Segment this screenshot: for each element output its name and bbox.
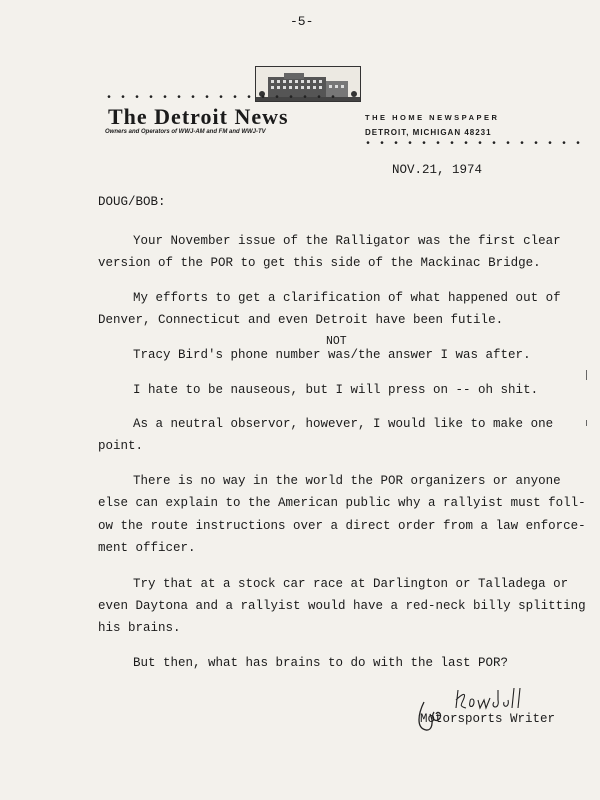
margin-mark — [586, 420, 587, 426]
letterhead-dots-left: • • • • • • • • • • • • • • • • • — [106, 93, 338, 104]
body-line: else can explain to the American public why a rallyist must foll- — [98, 496, 586, 510]
page-number: -5- — [290, 14, 314, 29]
tagline: THE HOME NEWSPAPER — [365, 113, 500, 122]
body-line: My efforts to get a clarification of what happened out of — [133, 291, 561, 305]
body-line: But then, what has brains to do with the last POR? — [133, 656, 509, 670]
body-line: Try that at a stock car race at Darlington or Talladega or — [133, 577, 569, 591]
body-line: I hate to be nauseous, but I will press on -- oh shit. — [133, 383, 539, 397]
body-line: Your November issue of the Ralligator was the first clear — [133, 234, 561, 248]
body-line: Tracy Bird's phone number was/the answer I was after. — [133, 348, 531, 362]
letter-date: NOV.21, 1974 — [392, 163, 483, 177]
letterhead-dots-right: • • • • • • • • • • • • • • • • — [365, 139, 583, 150]
body-line: even Daytona and a rallyist would have a red-neck billy splitting — [98, 599, 586, 613]
body-line: point. — [98, 439, 144, 453]
salutation: DOUG/BOB: — [98, 195, 166, 209]
owners-line: Owners and Operators of WWJ-AM and FM and WWJ-TV — [105, 129, 266, 135]
newspaper-name: The Detroit News — [108, 104, 289, 129]
body-line: As a neutral observor, however, I would like to make one — [133, 417, 554, 431]
body-line: Denver, Connecticut and even Detroit have been futile. — [98, 313, 504, 327]
handwritten-signature — [410, 684, 550, 734]
body-line: his brains. — [98, 621, 181, 635]
margin-mark — [586, 370, 587, 380]
body-line: ow the route instructions over a direct order from a law enforce- — [98, 519, 586, 533]
body-line: There is no way in the world the POR organizers or anyone — [133, 474, 561, 488]
city-address: DETROIT, MICHIGAN 48231 — [365, 128, 492, 137]
body-line: ment officer. — [98, 541, 196, 555]
signature-title: Motorsports Writer — [420, 712, 556, 726]
insertion-note: NOT — [326, 335, 347, 348]
body-line: version of the POR to get this side of the Mackinac Bridge. — [98, 256, 541, 270]
